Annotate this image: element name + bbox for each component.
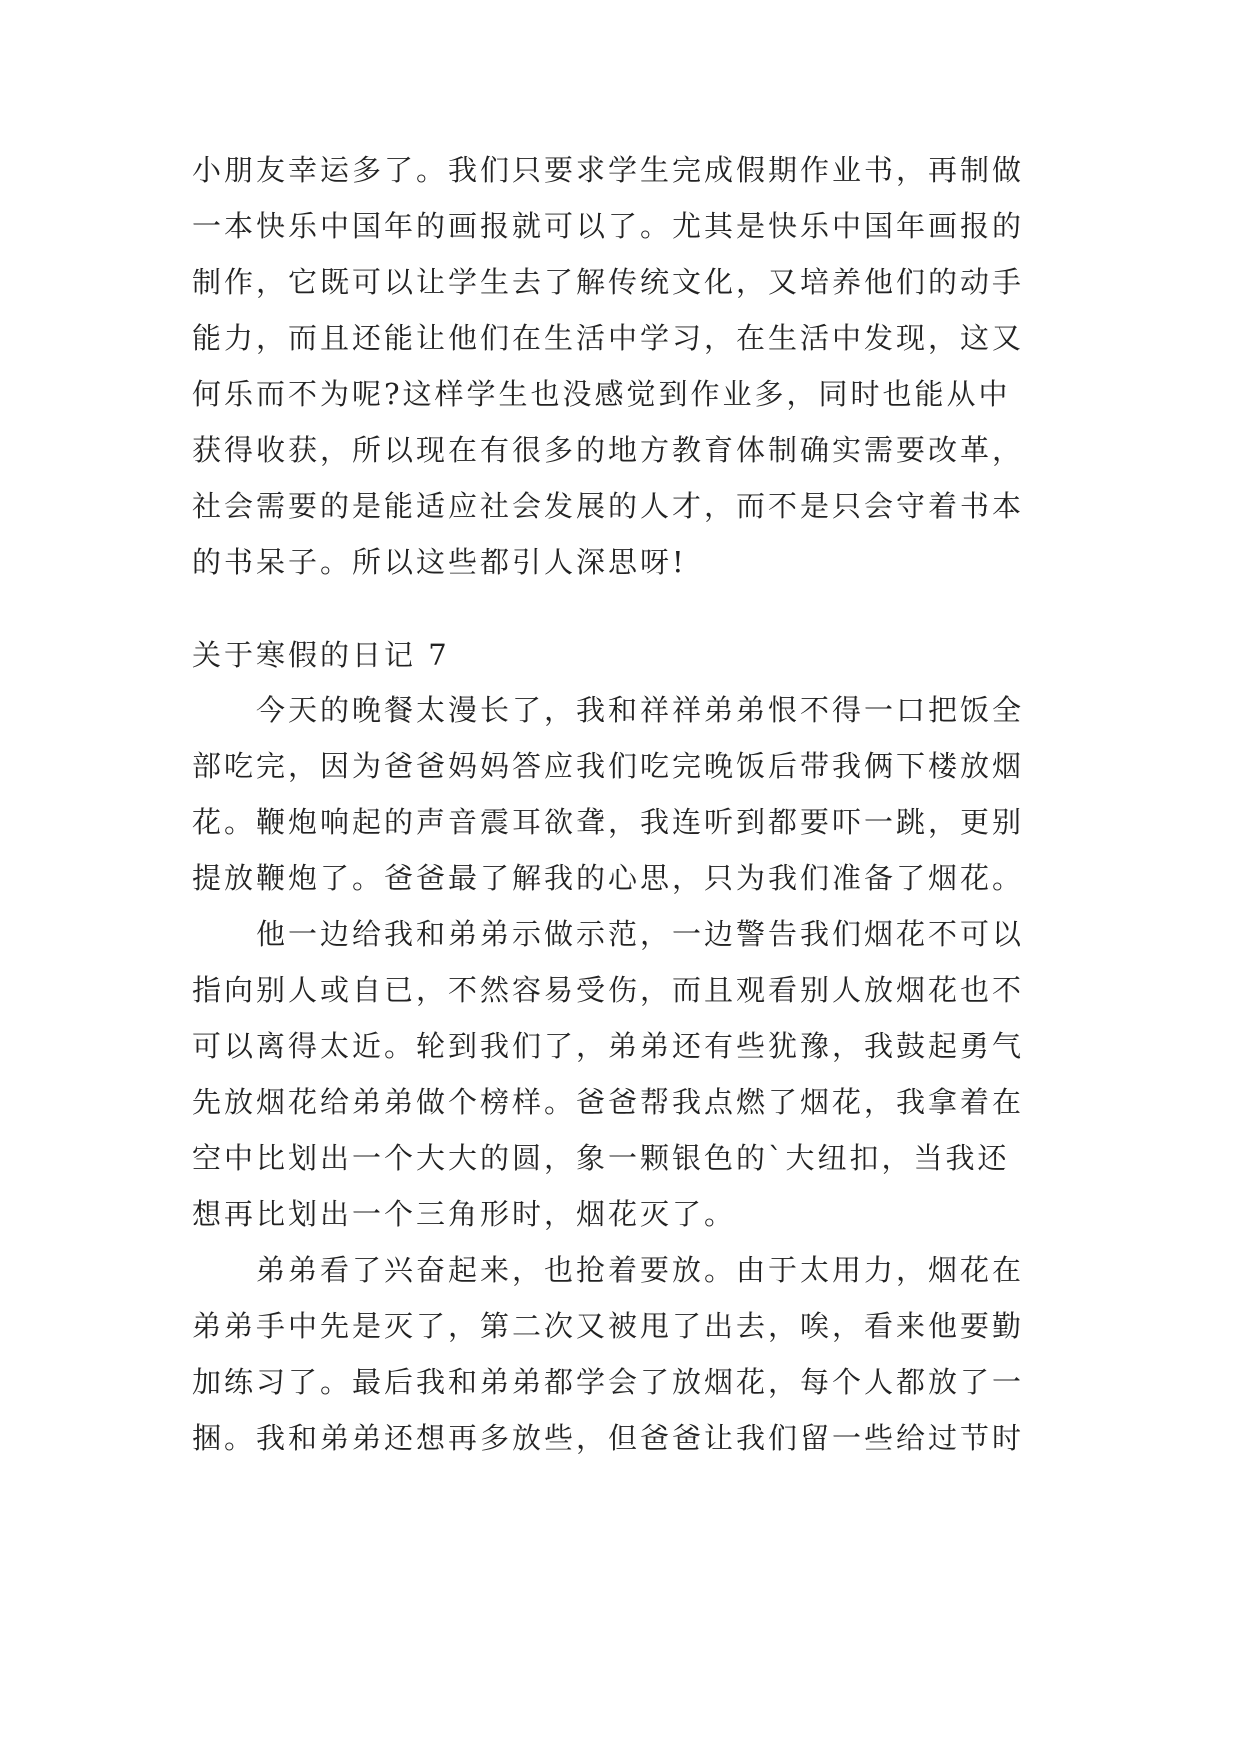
text-line: 一本快乐中国年的画报就可以了。尤其是快乐中国年画报的 — [192, 209, 1025, 243]
text-line: 的书呆子。所以这些都引人深思呀! — [192, 545, 687, 579]
text-line: 制作，它既可以让学生去了解传统文化，又培养他们的动手 — [192, 265, 1025, 299]
text-line: 想再比划出一个三角形时，烟花灭了。 — [192, 1197, 737, 1231]
text-line: 指向别人或自已，不然容易受伤，而且观看别人放烟花也不 — [192, 973, 1025, 1007]
text-line: 社会需要的是能适应社会发展的人才，而不是只会守着书本 — [192, 489, 1025, 523]
text-line: 今天的晚餐太漫长了，我和祥祥弟弟恨不得一口把饭全 — [256, 693, 1025, 727]
section-title: 关于寒假的日记 7 — [192, 638, 450, 672]
text-line: 何乐而不为呢?这样学生也没感觉到作业多，同时也能从中 — [192, 377, 1011, 411]
text-line: 可以离得太近。轮到我们了，弟弟还有些犹豫，我鼓起勇气 — [192, 1029, 1025, 1063]
text-line: 弟弟手中先是灭了，第二次又被甩了出去，唉，看来他要勤 — [192, 1309, 1025, 1343]
text-line: 加练习了。最后我和弟弟都学会了放烟花，每个人都放了一 — [192, 1365, 1025, 1399]
text-line: 他一边给我和弟弟示做示范，一边警告我们烟花不可以 — [256, 917, 1025, 951]
text-line: 提放鞭炮了。爸爸最了解我的心思，只为我们准备了烟花。 — [192, 861, 1025, 895]
text-line: 能力，而且还能让他们在生活中学习，在生活中发现，这又 — [192, 321, 1025, 355]
text-line: 弟弟看了兴奋起来，也抢着要放。由于太用力，烟花在 — [256, 1253, 1025, 1287]
text-line: 先放烟花给弟弟做个榜样。爸爸帮我点燃了烟花，我拿着在 — [192, 1085, 1025, 1119]
text-line: 获得收获，所以现在有很多的地方教育体制确实需要改革， — [192, 433, 1025, 467]
text-line: 部吃完，因为爸爸妈妈答应我们吃完晚饭后带我俩下楼放烟 — [192, 749, 1025, 783]
text-line: 小朋友幸运多了。我们只要求学生完成假期作业书，再制做 — [192, 153, 1025, 187]
text-line: 花。鞭炮响起的声音震耳欲聋，我连听到都要吓一跳，更别 — [192, 805, 1025, 839]
text-line: 捆。我和弟弟还想再多放些，但爸爸让我们留一些给过节时 — [192, 1421, 1025, 1455]
text-line: 空中比划出一个大大的圆，象一颗银色的`大纽扣，当我还 — [192, 1141, 1010, 1175]
